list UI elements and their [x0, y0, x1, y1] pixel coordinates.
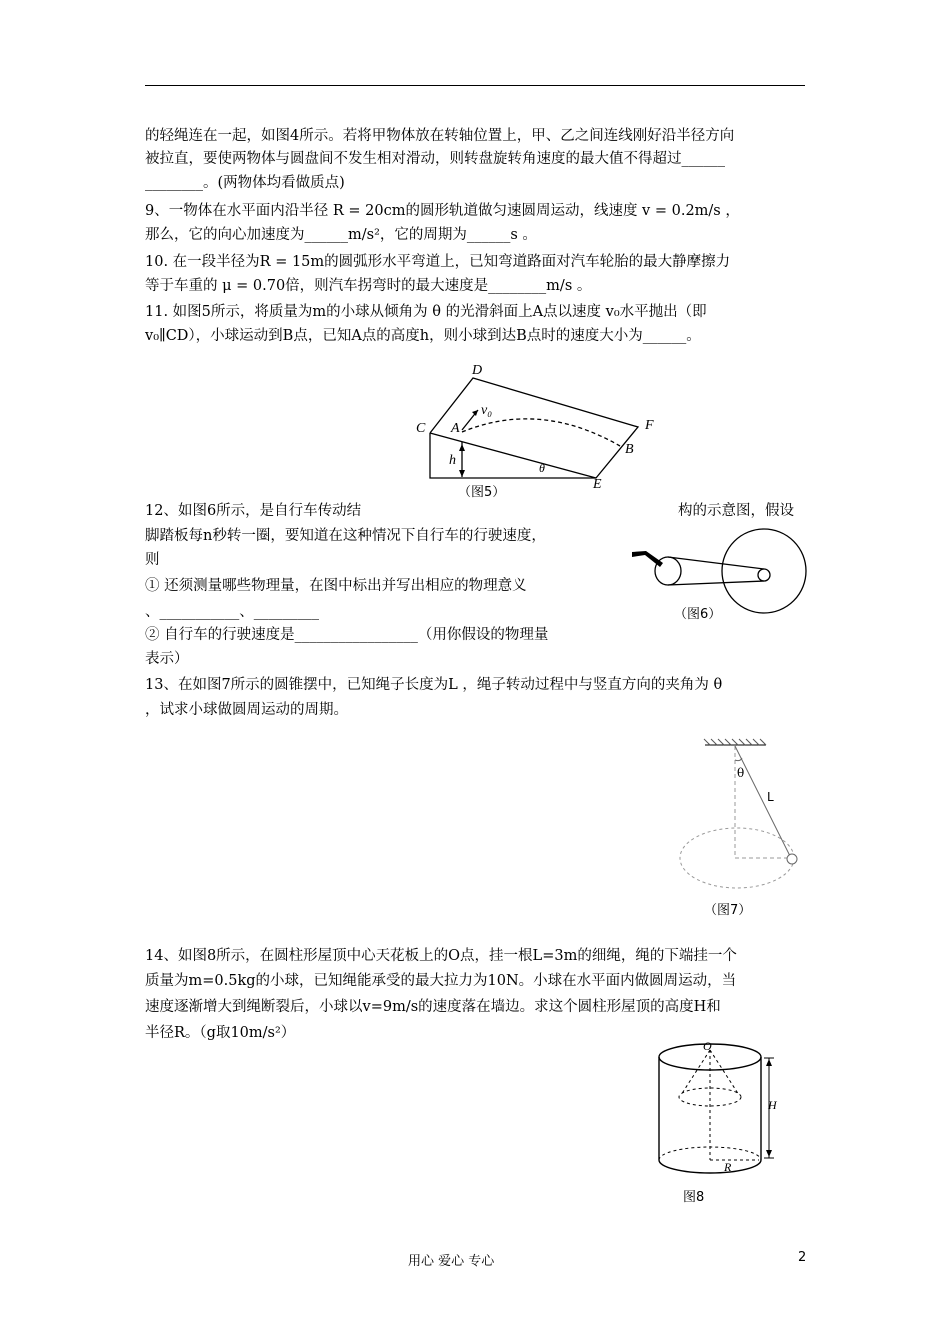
question-12-line7: 表示） — [145, 651, 189, 667]
figure-8-caption: 图8 — [683, 1190, 705, 1205]
figure-7-caption: （图7） — [704, 903, 752, 918]
figure-5-caption: （图5） — [458, 485, 506, 500]
question-13-line1: 13、在如图7所示的圆锥摆中，已知绳子长度为L ，绳子转动过程中与竖直方向的夹角为 θ — [145, 677, 723, 693]
question-12-line2: 脚踏板每n秒转一圈，要知道在这种情况下自行车的行驶速度， — [145, 528, 546, 544]
footer-slogan: 用心 爱心 专心 — [408, 1254, 495, 1269]
question-14-line4: 半径R。（g取10m/s²） — [145, 1025, 296, 1041]
fig5-label-theta: θ — [539, 461, 545, 475]
fig5-label-D: D — [472, 363, 483, 378]
question-14-line2: 质量为m=0.5kg的小球，已知绳能承受的最大拉力为10N。小球在水平面内做圆周运动，当 — [145, 973, 737, 989]
question-12-line1-left: 12、如图6所示，是自行车传动结 — [145, 503, 362, 519]
fig5-label-v0: v₀ — [481, 403, 493, 418]
fig7-label-theta: θ — [737, 766, 745, 780]
question-12-line1-right: 构的示意图，假设 — [678, 503, 794, 519]
fig8-label-H: H — [768, 1098, 777, 1112]
page-number: 2 — [798, 1250, 807, 1265]
question-12-line6: ② 自行车的行驶速度是_________________（用你假设的物理量 — [145, 627, 549, 643]
question-10-line2: 等于车重的 μ = 0.70倍，则汽车拐弯时的最大速度是________m/s 。 — [145, 278, 592, 294]
fig5-label-h: h — [449, 453, 456, 468]
fig8-label-R: R — [724, 1160, 732, 1174]
fig5-label-A: A — [451, 421, 460, 436]
text-line: 的轻绳连在一起，如图4所示。若将甲物体放在转轴位置上，甲、乙之间连线刚好沿半径方向 — [145, 128, 735, 144]
question-12-line5: 、___________、_________ — [145, 604, 319, 620]
question-11-line2: v₀∥CD），小球运动到B点，已知A点的高度h，则小球到达B点时的速度大小为______。 — [145, 328, 701, 344]
question-9-line2: 那么，它的向心加速度为______m/s²，它的周期为______s 。 — [145, 227, 537, 243]
text-line: ________。(两物体均看做质点) — [145, 175, 345, 191]
question-14-line1: 14、如图8所示，在圆柱形屋顶中心天花板上的O点，挂一根L=3m的细绳，绳的下端挂一个 — [145, 948, 737, 964]
question-10-line1: 10. 在一段半径为R = 15m的圆弧形水平弯道上，已知弯道路面对汽车轮胎的最大静摩擦力 — [145, 254, 731, 270]
fig5-label-F: F — [645, 418, 654, 433]
text-line: 被拉直，要使两物体与圆盘间不发生相对滑动，则转盘旋转角速度的最大值不得超过______ — [145, 151, 725, 167]
fig7-label-L: L — [767, 790, 774, 804]
fig5-label-C: C — [416, 421, 426, 436]
question-14-line3: 速度逐渐增大到绳断裂后，小球以v=9m/s的速度落在墙边。求这个圆柱形屋顶的高度H和 — [145, 999, 721, 1015]
question-12-line4: ① 还须测量哪些物理量，在图中标出并写出相应的物理意义 — [145, 578, 527, 594]
fig5-label-B: B — [625, 442, 634, 457]
question-12-line3: 则 — [145, 552, 160, 568]
question-11-line1: 11. 如图5所示，将质量为m的小球从倾角为 θ 的光滑斜面上A点以速度 v₀水平抛出（即 — [145, 304, 707, 320]
question-13-line2: ，试求小球做圆周运动的周期。 — [145, 702, 348, 718]
figure-6-caption: （图6） — [674, 607, 722, 622]
fig5-label-E: E — [593, 477, 602, 492]
fig8-label-O: O — [703, 1039, 712, 1053]
question-9-line1: 9、一物体在水平面内沿半径 R = 20cm的圆形轨道做匀速圆周运动，线速度 v = 0.2m/s ， — [145, 203, 740, 219]
header-rule — [145, 85, 805, 86]
